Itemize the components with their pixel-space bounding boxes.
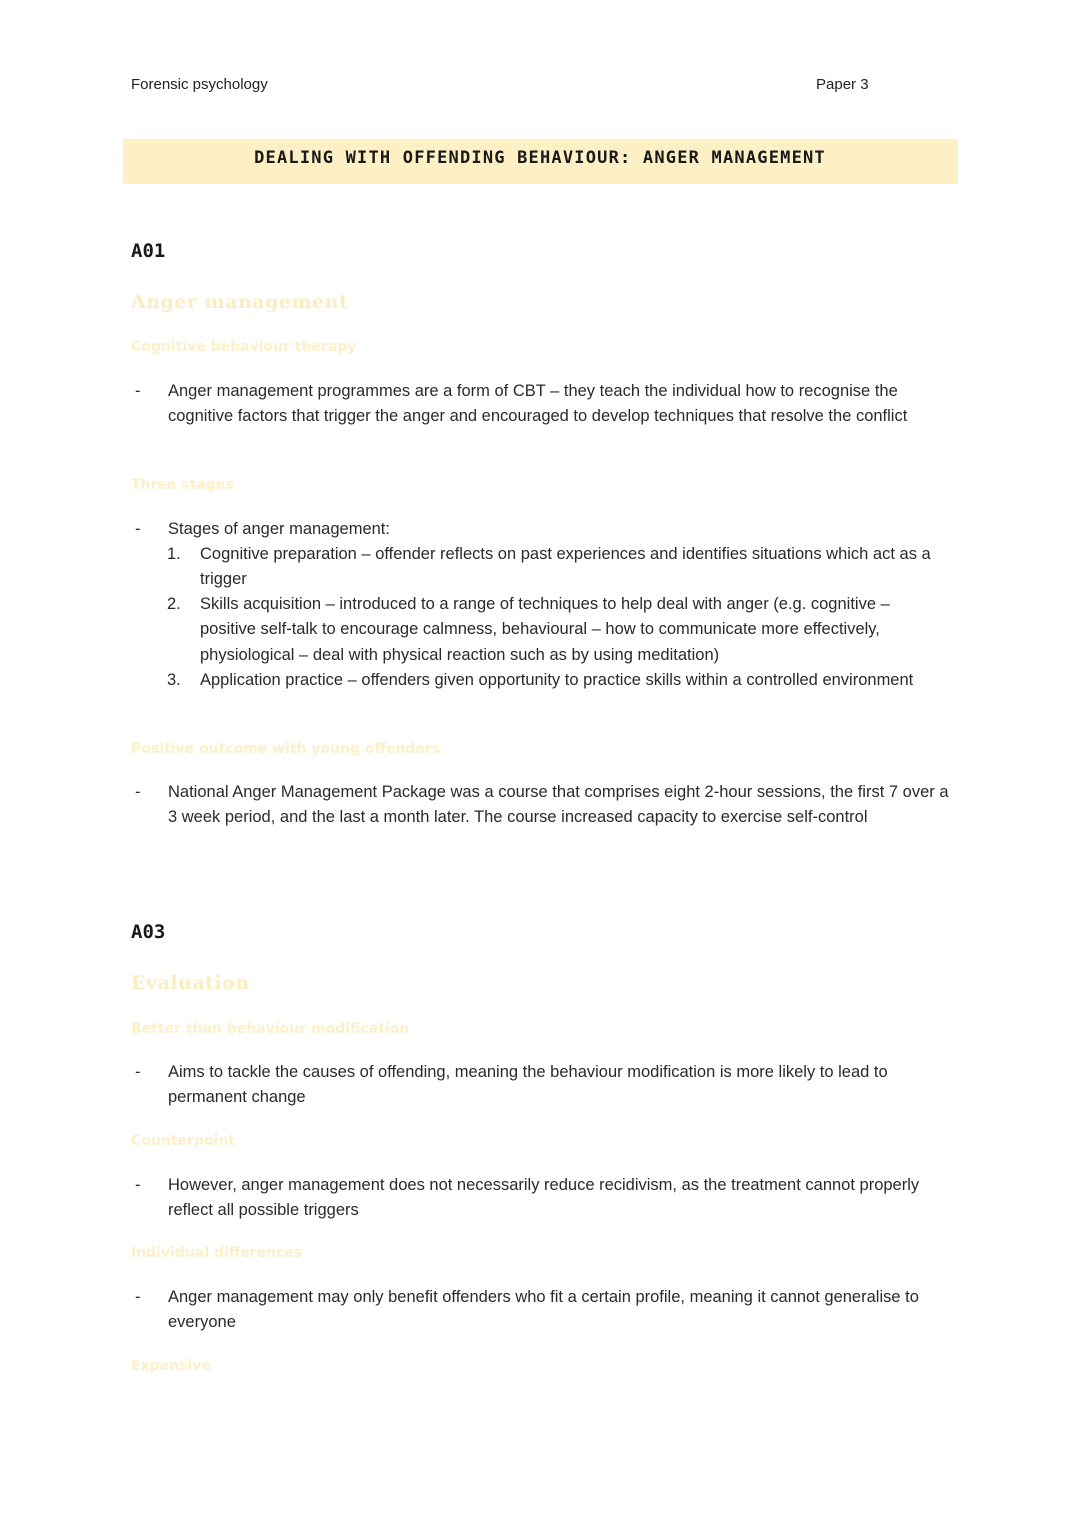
subheading-individual-differences: Individual differences (131, 1245, 303, 1261)
list-text: Skills acquisition – introduced to a range of techniques to help deal with anger (e.g. cognitive – positive self-talk to encourage calmness, behavioural – how to communicate more effectively, physiological – deal with physical reaction such as by using meditation) (200, 595, 890, 664)
subheading-young-offenders: Positive outcome with young offenders (131, 741, 441, 757)
bullet-text: National Anger Management Package was a course that comprises eight 2-hour sessions, the first 7 over a 3 week period, and the last a month later. The course increased capacity to exercise self-control (168, 783, 949, 827)
bullet-dash: - (135, 1176, 141, 1194)
heading-evaluation: Evaluation (131, 972, 250, 994)
bullet-dash: - (135, 382, 141, 400)
bullet-better (131, 1060, 951, 1111)
bullet-text: However, anger management does not necessarily reduce recidivism, as the treatment cannot properly reflect all possible triggers (168, 1176, 920, 1220)
list-item (167, 542, 947, 593)
bullet-counterpoint (131, 1173, 951, 1224)
list-number: 2. (167, 595, 181, 613)
bullet-text: Stages of anger management: (168, 520, 390, 538)
bullet-stages (131, 517, 951, 542)
bullet-cbt (131, 379, 951, 430)
subheading-counterpoint: Counterpoint (131, 1133, 236, 1149)
page-title: DEALING WITH OFFENDING BEHAVIOUR: ANGER MANAGEMENT (254, 148, 826, 168)
subheading-expensive: Expensive (131, 1358, 211, 1374)
bullet-dash: - (135, 520, 141, 538)
subheading-three-stages: Three stages (131, 477, 234, 493)
section-label-ao1: A01 (131, 240, 166, 262)
list-number: 3. (167, 671, 181, 689)
subheading-better: Better than behaviour modification (131, 1021, 410, 1037)
subheading-cbt: Cognitive behaviour therapy (131, 339, 357, 355)
bullet-dash: - (135, 783, 141, 801)
bullet-dash: - (135, 1288, 141, 1306)
bullet-text: Aims to tackle the causes of offending, meaning the behaviour modification is more likely to lead to permanent change (168, 1063, 888, 1107)
header-paper: Paper 3 (816, 76, 869, 93)
bullet-individual-differences (131, 1285, 951, 1336)
bullet-text: Anger management may only benefit offenders who fit a certain profile, meaning it cannot generalise to everyone (168, 1288, 919, 1332)
list-text: Application practice – offenders given opportunity to practice skills within a controlled environment (200, 671, 914, 689)
list-number: 1. (167, 545, 181, 563)
bullet-young-offenders (131, 780, 951, 831)
list-text: Cognitive preparation – offender reflects on past experiences and identifies situations which act as a trigger (200, 545, 931, 589)
bullet-dash: - (135, 1063, 141, 1081)
bullet-text: Anger management programmes are a form of CBT – they teach the individual how to recognise the cognitive factors that trigger the anger and encouraged to develop techniques that resolve the conflict (168, 382, 908, 426)
heading-anger-management: Anger management (131, 291, 349, 313)
section-label-ao3: A03 (131, 921, 166, 943)
header-subject: Forensic psychology (131, 76, 268, 93)
list-item (167, 668, 947, 693)
list-item (167, 592, 947, 668)
